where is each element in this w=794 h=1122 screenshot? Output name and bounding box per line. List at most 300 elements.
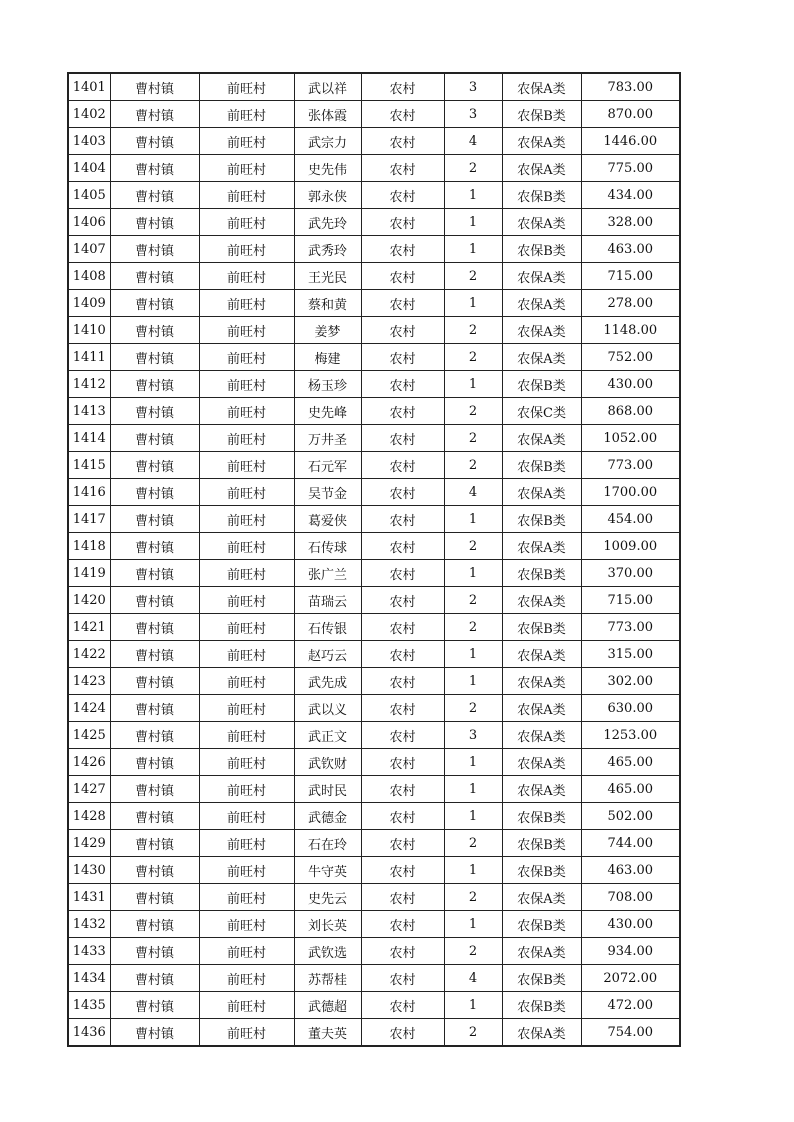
village-cell: 前旺村 xyxy=(199,911,294,938)
household-size-cell: 2 xyxy=(444,263,502,290)
village-cell: 前旺村 xyxy=(199,614,294,641)
table-row xyxy=(68,290,680,317)
village-cell: 前旺村 xyxy=(199,479,294,506)
amount-cell: 430.00 xyxy=(581,911,680,938)
category-cell: 农村 xyxy=(361,695,444,722)
table-row xyxy=(68,128,680,155)
amount-cell: 1009.00 xyxy=(581,533,680,560)
table-row xyxy=(68,641,680,668)
amount-cell: 630.00 xyxy=(581,695,680,722)
town-cell: 曹村镇 xyxy=(110,614,199,641)
table-row xyxy=(68,506,680,533)
name-cell: 牛守英 xyxy=(294,857,361,884)
category-cell: 农村 xyxy=(361,182,444,209)
town-cell: 曹村镇 xyxy=(110,182,199,209)
village-cell: 前旺村 xyxy=(199,965,294,992)
amount-cell: 465.00 xyxy=(581,749,680,776)
table-row xyxy=(68,344,680,371)
name-cell: 苏帮桂 xyxy=(294,965,361,992)
amount-cell: 502.00 xyxy=(581,803,680,830)
household-size-cell: 1 xyxy=(444,911,502,938)
household-size-cell: 3 xyxy=(444,73,502,101)
name-cell: 杨玉珍 xyxy=(294,371,361,398)
category-cell: 农村 xyxy=(361,722,444,749)
household-size-cell: 1 xyxy=(444,776,502,803)
insurance-class-cell: 农保A类 xyxy=(502,749,581,776)
village-cell: 前旺村 xyxy=(199,560,294,587)
name-cell: 史先云 xyxy=(294,884,361,911)
town-cell: 曹村镇 xyxy=(110,695,199,722)
insurance-class-cell: 农保A类 xyxy=(502,695,581,722)
town-cell: 曹村镇 xyxy=(110,857,199,884)
name-cell: 武秀玲 xyxy=(294,236,361,263)
town-cell: 曹村镇 xyxy=(110,938,199,965)
village-cell: 前旺村 xyxy=(199,182,294,209)
amount-cell: 328.00 xyxy=(581,209,680,236)
insurance-class-cell: 农保B类 xyxy=(502,101,581,128)
household-size-cell: 2 xyxy=(444,695,502,722)
name-cell: 郭永侠 xyxy=(294,182,361,209)
town-cell: 曹村镇 xyxy=(110,830,199,857)
table-row xyxy=(68,749,680,776)
row-number-cell: 1427 xyxy=(68,776,110,803)
category-cell: 农村 xyxy=(361,1019,444,1047)
village-cell: 前旺村 xyxy=(199,506,294,533)
name-cell: 武德金 xyxy=(294,803,361,830)
town-cell: 曹村镇 xyxy=(110,317,199,344)
household-size-cell: 2 xyxy=(444,587,502,614)
insurance-class-cell: 农保A类 xyxy=(502,722,581,749)
town-cell: 曹村镇 xyxy=(110,452,199,479)
name-cell: 石在玲 xyxy=(294,830,361,857)
household-size-cell: 1 xyxy=(444,506,502,533)
category-cell: 农村 xyxy=(361,749,444,776)
household-size-cell: 2 xyxy=(444,317,502,344)
amount-cell: 715.00 xyxy=(581,587,680,614)
household-size-cell: 4 xyxy=(444,965,502,992)
household-size-cell: 2 xyxy=(444,155,502,182)
category-cell: 农村 xyxy=(361,857,444,884)
town-cell: 曹村镇 xyxy=(110,425,199,452)
table-row xyxy=(68,73,680,101)
table-row xyxy=(68,614,680,641)
row-number-cell: 1422 xyxy=(68,641,110,668)
village-cell: 前旺村 xyxy=(199,884,294,911)
insurance-class-cell: 农保A类 xyxy=(502,290,581,317)
name-cell: 武以义 xyxy=(294,695,361,722)
village-cell: 前旺村 xyxy=(199,857,294,884)
household-size-cell: 4 xyxy=(444,128,502,155)
town-cell: 曹村镇 xyxy=(110,641,199,668)
category-cell: 农村 xyxy=(361,830,444,857)
insurance-class-cell: 农保B类 xyxy=(502,614,581,641)
insurance-class-cell: 农保B类 xyxy=(502,857,581,884)
town-cell: 曹村镇 xyxy=(110,722,199,749)
insurance-class-cell: 农保B类 xyxy=(502,506,581,533)
amount-cell: 1253.00 xyxy=(581,722,680,749)
insurance-class-cell: 农保B类 xyxy=(502,992,581,1019)
village-cell: 前旺村 xyxy=(199,776,294,803)
category-cell: 农村 xyxy=(361,209,444,236)
table-row xyxy=(68,857,680,884)
name-cell: 武宗力 xyxy=(294,128,361,155)
table-row xyxy=(68,371,680,398)
town-cell: 曹村镇 xyxy=(110,479,199,506)
amount-cell: 934.00 xyxy=(581,938,680,965)
village-cell: 前旺村 xyxy=(199,290,294,317)
town-cell: 曹村镇 xyxy=(110,155,199,182)
village-cell: 前旺村 xyxy=(199,101,294,128)
relief-roster-table xyxy=(67,72,681,1047)
household-size-cell: 1 xyxy=(444,641,502,668)
name-cell: 武先玲 xyxy=(294,209,361,236)
row-number-cell: 1430 xyxy=(68,857,110,884)
amount-cell: 472.00 xyxy=(581,992,680,1019)
category-cell: 农村 xyxy=(361,371,444,398)
insurance-class-cell: 农保A类 xyxy=(502,938,581,965)
name-cell: 史先峰 xyxy=(294,398,361,425)
insurance-class-cell: 农保A类 xyxy=(502,1019,581,1047)
row-number-cell: 1401 xyxy=(68,73,110,101)
insurance-class-cell: 农保B类 xyxy=(502,965,581,992)
category-cell: 农村 xyxy=(361,236,444,263)
category-cell: 农村 xyxy=(361,101,444,128)
town-cell: 曹村镇 xyxy=(110,587,199,614)
village-cell: 前旺村 xyxy=(199,344,294,371)
table-row xyxy=(68,722,680,749)
household-size-cell: 1 xyxy=(444,371,502,398)
town-cell: 曹村镇 xyxy=(110,992,199,1019)
table-row xyxy=(68,263,680,290)
amount-cell: 754.00 xyxy=(581,1019,680,1047)
village-cell: 前旺村 xyxy=(199,425,294,452)
village-cell: 前旺村 xyxy=(199,263,294,290)
name-cell: 张广兰 xyxy=(294,560,361,587)
name-cell: 武钦财 xyxy=(294,749,361,776)
name-cell: 赵巧云 xyxy=(294,641,361,668)
amount-cell: 463.00 xyxy=(581,857,680,884)
name-cell: 王光民 xyxy=(294,263,361,290)
row-number-cell: 1424 xyxy=(68,695,110,722)
row-number-cell: 1404 xyxy=(68,155,110,182)
insurance-class-cell: 农保B类 xyxy=(502,182,581,209)
row-number-cell: 1435 xyxy=(68,992,110,1019)
village-cell: 前旺村 xyxy=(199,452,294,479)
town-cell: 曹村镇 xyxy=(110,803,199,830)
town-cell: 曹村镇 xyxy=(110,263,199,290)
insurance-class-cell: 农保B类 xyxy=(502,911,581,938)
town-cell: 曹村镇 xyxy=(110,1019,199,1047)
insurance-class-cell: 农保B类 xyxy=(502,371,581,398)
village-cell: 前旺村 xyxy=(199,587,294,614)
insurance-class-cell: 农保A类 xyxy=(502,263,581,290)
table-row xyxy=(68,668,680,695)
category-cell: 农村 xyxy=(361,452,444,479)
amount-cell: 278.00 xyxy=(581,290,680,317)
insurance-class-cell: 农保A类 xyxy=(502,533,581,560)
village-cell: 前旺村 xyxy=(199,803,294,830)
household-size-cell: 1 xyxy=(444,857,502,884)
insurance-class-cell: 农保A类 xyxy=(502,344,581,371)
category-cell: 农村 xyxy=(361,911,444,938)
town-cell: 曹村镇 xyxy=(110,398,199,425)
amount-cell: 2072.00 xyxy=(581,965,680,992)
table-row xyxy=(68,884,680,911)
table-body xyxy=(68,73,680,1046)
row-number-cell: 1420 xyxy=(68,587,110,614)
insurance-class-cell: 农保A类 xyxy=(502,73,581,101)
name-cell: 蔡和黄 xyxy=(294,290,361,317)
insurance-class-cell: 农保B类 xyxy=(502,803,581,830)
row-number-cell: 1436 xyxy=(68,1019,110,1047)
household-size-cell: 1 xyxy=(444,290,502,317)
amount-cell: 752.00 xyxy=(581,344,680,371)
name-cell: 石传银 xyxy=(294,614,361,641)
category-cell: 农村 xyxy=(361,641,444,668)
table-row xyxy=(68,425,680,452)
town-cell: 曹村镇 xyxy=(110,506,199,533)
category-cell: 农村 xyxy=(361,344,444,371)
insurance-class-cell: 农保B类 xyxy=(502,452,581,479)
town-cell: 曹村镇 xyxy=(110,560,199,587)
table-row xyxy=(68,209,680,236)
name-cell: 武钦选 xyxy=(294,938,361,965)
insurance-class-cell: 农保A类 xyxy=(502,209,581,236)
insurance-class-cell: 农保B类 xyxy=(502,236,581,263)
insurance-class-cell: 农保A类 xyxy=(502,641,581,668)
household-size-cell: 3 xyxy=(444,722,502,749)
amount-cell: 302.00 xyxy=(581,668,680,695)
insurance-class-cell: 农保A类 xyxy=(502,668,581,695)
household-size-cell: 1 xyxy=(444,560,502,587)
insurance-class-cell: 农保A类 xyxy=(502,479,581,506)
category-cell: 农村 xyxy=(361,425,444,452)
table-row xyxy=(68,182,680,209)
table-row xyxy=(68,803,680,830)
village-cell: 前旺村 xyxy=(199,1019,294,1047)
village-cell: 前旺村 xyxy=(199,992,294,1019)
insurance-class-cell: 农保B类 xyxy=(502,830,581,857)
table-row xyxy=(68,533,680,560)
household-size-cell: 2 xyxy=(444,425,502,452)
amount-cell: 783.00 xyxy=(581,73,680,101)
amount-cell: 773.00 xyxy=(581,614,680,641)
table-row xyxy=(68,965,680,992)
household-size-cell: 1 xyxy=(444,749,502,776)
amount-cell: 1446.00 xyxy=(581,128,680,155)
category-cell: 农村 xyxy=(361,155,444,182)
category-cell: 农村 xyxy=(361,560,444,587)
amount-cell: 434.00 xyxy=(581,182,680,209)
village-cell: 前旺村 xyxy=(199,317,294,344)
insurance-class-cell: 农保C类 xyxy=(502,398,581,425)
category-cell: 农村 xyxy=(361,776,444,803)
name-cell: 武时民 xyxy=(294,776,361,803)
name-cell: 武先成 xyxy=(294,668,361,695)
row-number-cell: 1402 xyxy=(68,101,110,128)
category-cell: 农村 xyxy=(361,938,444,965)
row-number-cell: 1416 xyxy=(68,479,110,506)
name-cell: 武正文 xyxy=(294,722,361,749)
amount-cell: 430.00 xyxy=(581,371,680,398)
row-number-cell: 1426 xyxy=(68,749,110,776)
household-size-cell: 2 xyxy=(444,830,502,857)
row-number-cell: 1414 xyxy=(68,425,110,452)
amount-cell: 1148.00 xyxy=(581,317,680,344)
row-number-cell: 1418 xyxy=(68,533,110,560)
household-size-cell: 1 xyxy=(444,992,502,1019)
row-number-cell: 1425 xyxy=(68,722,110,749)
row-number-cell: 1411 xyxy=(68,344,110,371)
category-cell: 农村 xyxy=(361,128,444,155)
name-cell: 史先伟 xyxy=(294,155,361,182)
row-number-cell: 1412 xyxy=(68,371,110,398)
amount-cell: 744.00 xyxy=(581,830,680,857)
row-number-cell: 1415 xyxy=(68,452,110,479)
row-number-cell: 1405 xyxy=(68,182,110,209)
category-cell: 农村 xyxy=(361,290,444,317)
insurance-class-cell: 农保A类 xyxy=(502,776,581,803)
household-size-cell: 2 xyxy=(444,1019,502,1047)
category-cell: 农村 xyxy=(361,992,444,1019)
table-row xyxy=(68,1019,680,1047)
category-cell: 农村 xyxy=(361,506,444,533)
town-cell: 曹村镇 xyxy=(110,344,199,371)
amount-cell: 1052.00 xyxy=(581,425,680,452)
household-size-cell: 1 xyxy=(444,803,502,830)
category-cell: 农村 xyxy=(361,587,444,614)
village-cell: 前旺村 xyxy=(199,73,294,101)
amount-cell: 870.00 xyxy=(581,101,680,128)
category-cell: 农村 xyxy=(361,73,444,101)
household-size-cell: 2 xyxy=(444,884,502,911)
village-cell: 前旺村 xyxy=(199,668,294,695)
town-cell: 曹村镇 xyxy=(110,101,199,128)
household-size-cell: 4 xyxy=(444,479,502,506)
category-cell: 农村 xyxy=(361,263,444,290)
category-cell: 农村 xyxy=(361,803,444,830)
village-cell: 前旺村 xyxy=(199,236,294,263)
town-cell: 曹村镇 xyxy=(110,884,199,911)
table-row xyxy=(68,560,680,587)
category-cell: 农村 xyxy=(361,533,444,560)
name-cell: 苗瑞云 xyxy=(294,587,361,614)
village-cell: 前旺村 xyxy=(199,938,294,965)
name-cell: 刘长英 xyxy=(294,911,361,938)
household-size-cell: 2 xyxy=(444,452,502,479)
category-cell: 农村 xyxy=(361,317,444,344)
town-cell: 曹村镇 xyxy=(110,236,199,263)
table-row xyxy=(68,317,680,344)
amount-cell: 315.00 xyxy=(581,641,680,668)
household-size-cell: 2 xyxy=(444,398,502,425)
household-size-cell: 2 xyxy=(444,614,502,641)
row-number-cell: 1413 xyxy=(68,398,110,425)
town-cell: 曹村镇 xyxy=(110,533,199,560)
insurance-class-cell: 农保A类 xyxy=(502,128,581,155)
amount-cell: 463.00 xyxy=(581,236,680,263)
table-row xyxy=(68,155,680,182)
insurance-class-cell: 农保A类 xyxy=(502,884,581,911)
category-cell: 农村 xyxy=(361,479,444,506)
row-number-cell: 1423 xyxy=(68,668,110,695)
amount-cell: 708.00 xyxy=(581,884,680,911)
row-number-cell: 1432 xyxy=(68,911,110,938)
town-cell: 曹村镇 xyxy=(110,776,199,803)
name-cell: 武以祥 xyxy=(294,73,361,101)
table-row xyxy=(68,938,680,965)
village-cell: 前旺村 xyxy=(199,398,294,425)
amount-cell: 773.00 xyxy=(581,452,680,479)
town-cell: 曹村镇 xyxy=(110,128,199,155)
table-row xyxy=(68,236,680,263)
amount-cell: 715.00 xyxy=(581,263,680,290)
table-row xyxy=(68,695,680,722)
town-cell: 曹村镇 xyxy=(110,911,199,938)
name-cell: 梅建 xyxy=(294,344,361,371)
amount-cell: 370.00 xyxy=(581,560,680,587)
row-number-cell: 1410 xyxy=(68,317,110,344)
village-cell: 前旺村 xyxy=(199,641,294,668)
household-size-cell: 1 xyxy=(444,668,502,695)
household-size-cell: 1 xyxy=(444,209,502,236)
amount-cell: 454.00 xyxy=(581,506,680,533)
town-cell: 曹村镇 xyxy=(110,371,199,398)
row-number-cell: 1409 xyxy=(68,290,110,317)
row-number-cell: 1431 xyxy=(68,884,110,911)
name-cell: 张体霞 xyxy=(294,101,361,128)
village-cell: 前旺村 xyxy=(199,749,294,776)
name-cell: 董夫英 xyxy=(294,1019,361,1047)
insurance-class-cell: 农保B类 xyxy=(502,560,581,587)
row-number-cell: 1419 xyxy=(68,560,110,587)
row-number-cell: 1433 xyxy=(68,938,110,965)
name-cell: 石元军 xyxy=(294,452,361,479)
row-number-cell: 1406 xyxy=(68,209,110,236)
village-cell: 前旺村 xyxy=(199,209,294,236)
household-size-cell: 2 xyxy=(444,344,502,371)
town-cell: 曹村镇 xyxy=(110,668,199,695)
insurance-class-cell: 农保A类 xyxy=(502,425,581,452)
row-number-cell: 1417 xyxy=(68,506,110,533)
name-cell: 石传球 xyxy=(294,533,361,560)
row-number-cell: 1421 xyxy=(68,614,110,641)
village-cell: 前旺村 xyxy=(199,722,294,749)
insurance-class-cell: 农保A类 xyxy=(502,587,581,614)
row-number-cell: 1429 xyxy=(68,830,110,857)
amount-cell: 868.00 xyxy=(581,398,680,425)
name-cell: 吴节金 xyxy=(294,479,361,506)
household-size-cell: 1 xyxy=(444,182,502,209)
village-cell: 前旺村 xyxy=(199,695,294,722)
town-cell: 曹村镇 xyxy=(110,73,199,101)
insurance-class-cell: 农保A类 xyxy=(502,317,581,344)
category-cell: 农村 xyxy=(361,614,444,641)
table-row xyxy=(68,398,680,425)
category-cell: 农村 xyxy=(361,398,444,425)
category-cell: 农村 xyxy=(361,884,444,911)
household-size-cell: 3 xyxy=(444,101,502,128)
table-row xyxy=(68,101,680,128)
row-number-cell: 1407 xyxy=(68,236,110,263)
village-cell: 前旺村 xyxy=(199,371,294,398)
category-cell: 农村 xyxy=(361,668,444,695)
village-cell: 前旺村 xyxy=(199,830,294,857)
amount-cell: 465.00 xyxy=(581,776,680,803)
table-row xyxy=(68,452,680,479)
table-row xyxy=(68,830,680,857)
household-size-cell: 1 xyxy=(444,236,502,263)
